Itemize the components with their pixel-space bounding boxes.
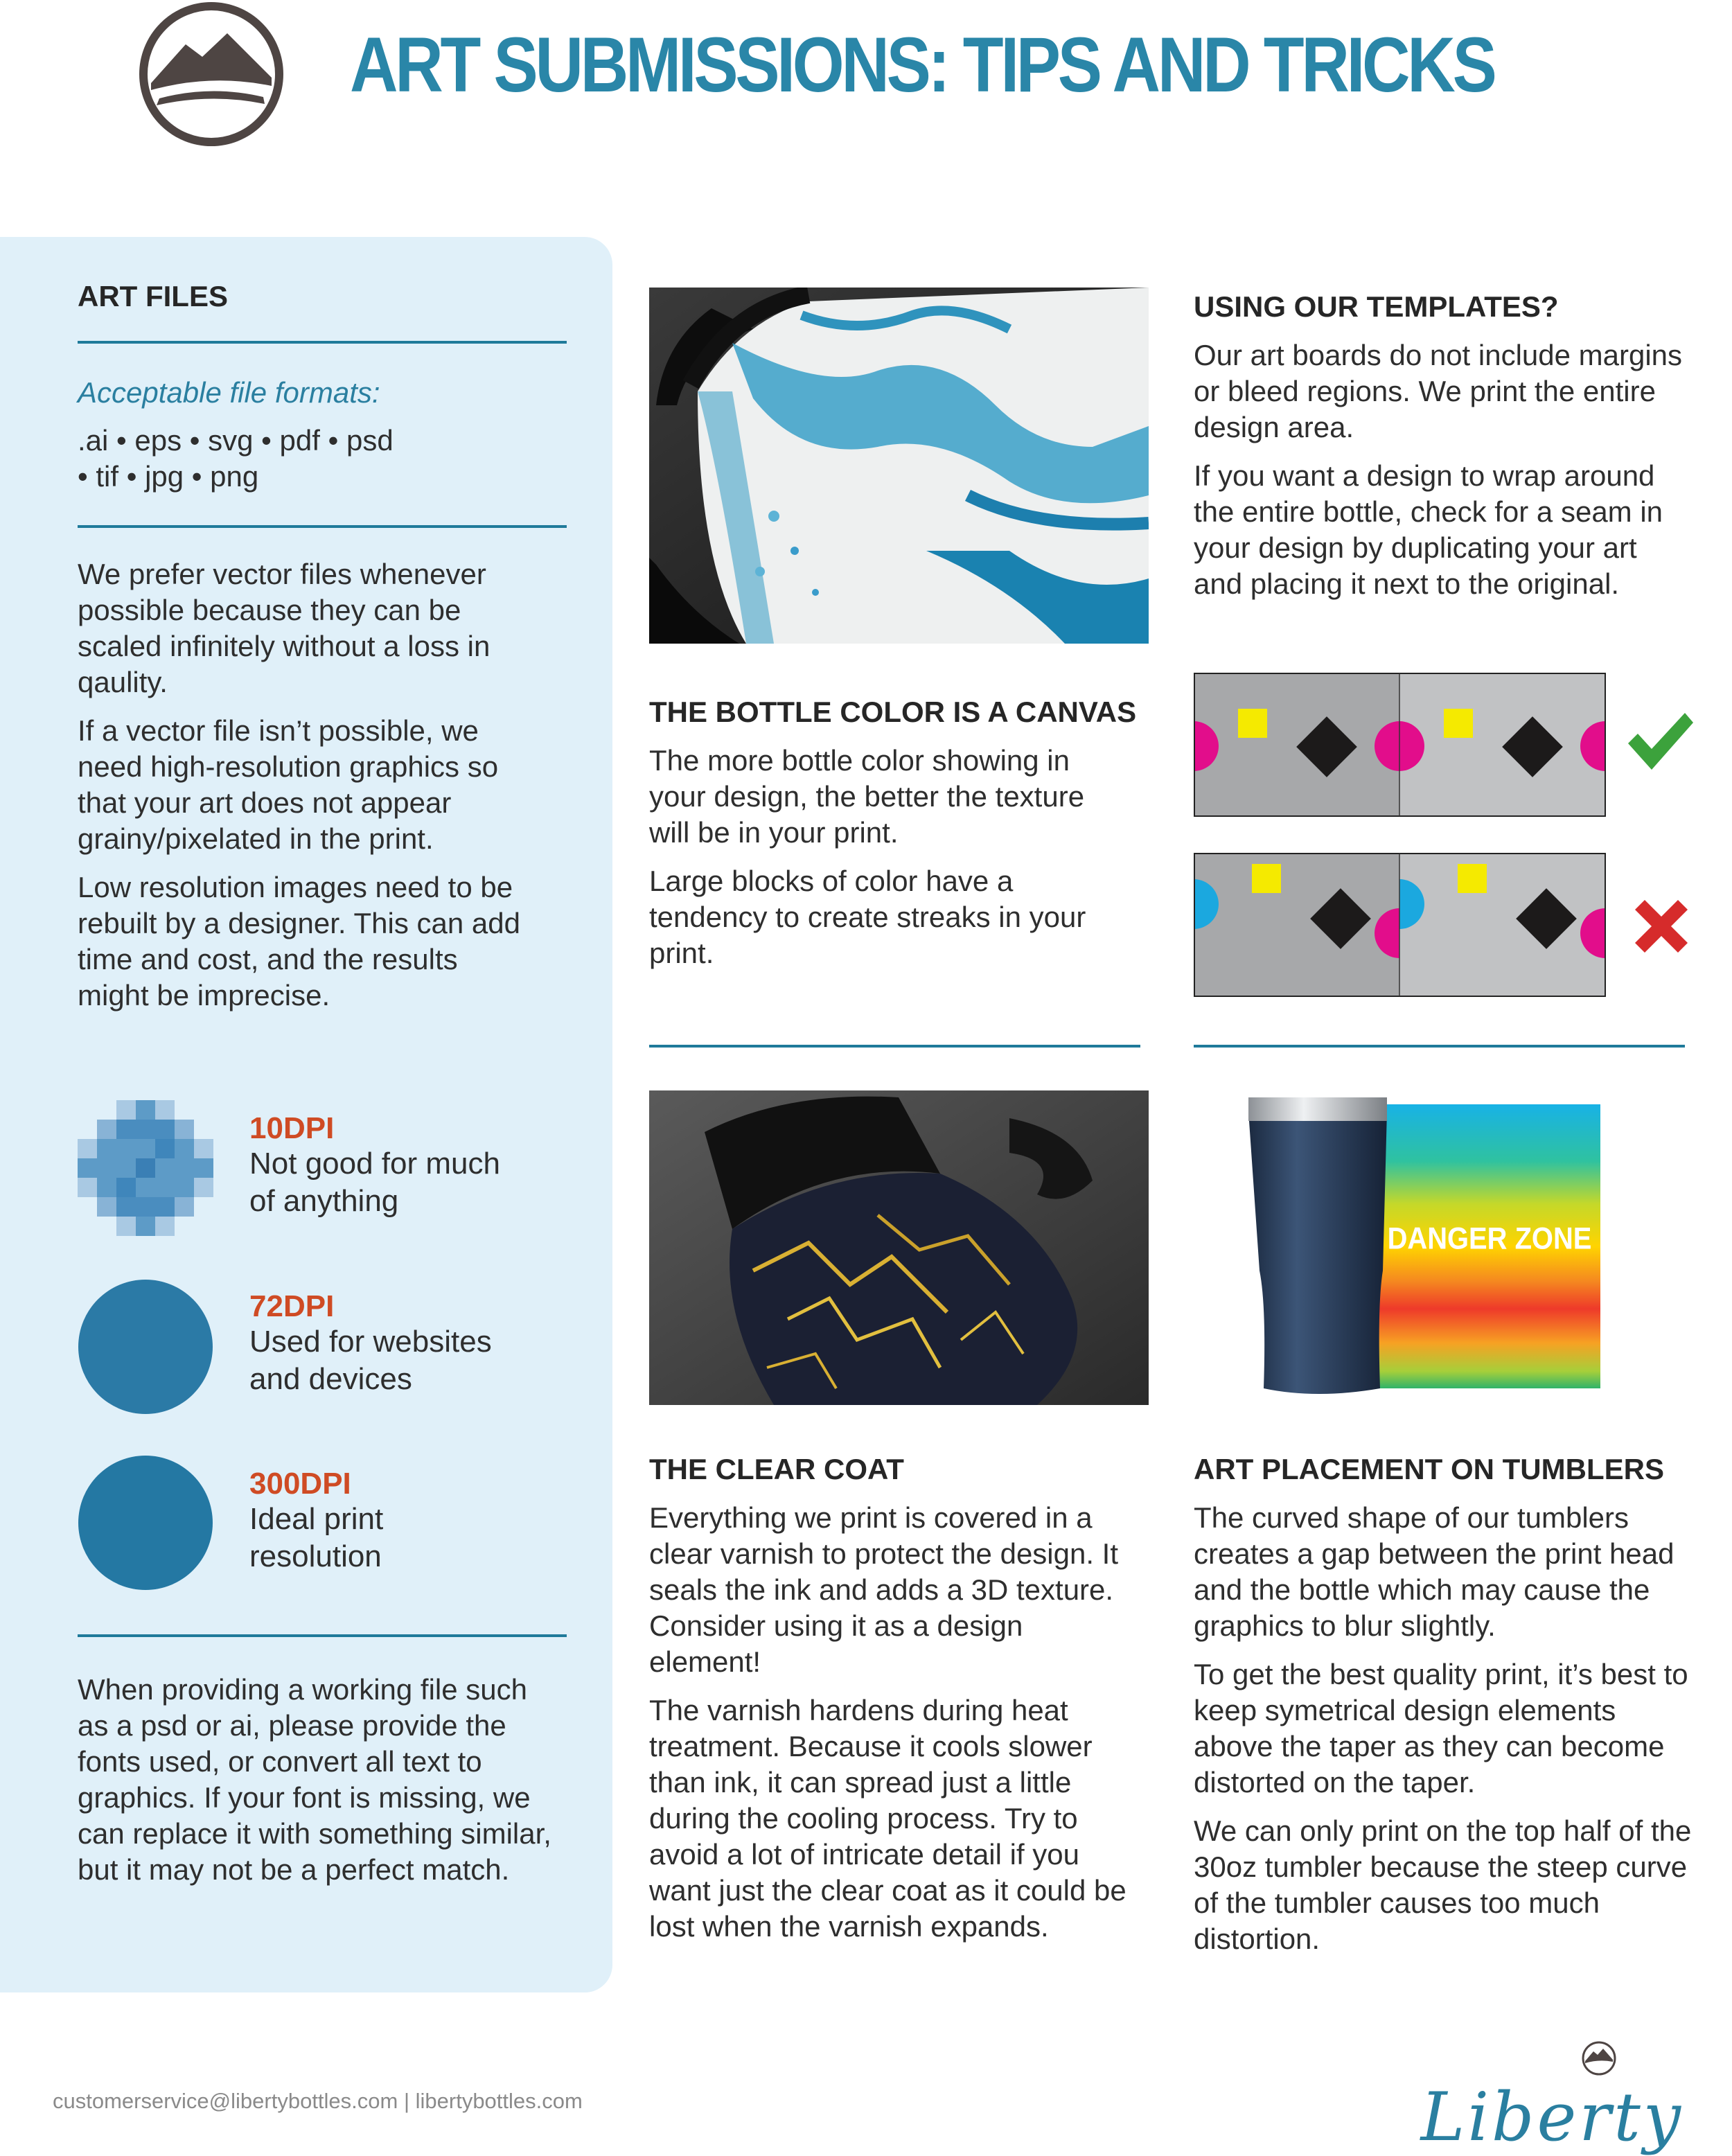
templates-paragraph-2: If you want a design to wrap around the entire bottle, check for a seam in your design by duplicating your art and placing it next to the original. bbox=[1194, 459, 1663, 600]
divider bbox=[78, 1634, 567, 1637]
dpi-label: 10DPI bbox=[249, 1111, 335, 1145]
footer-contact: customerservice@libertybottles.com | libertybottles.com bbox=[53, 2089, 583, 2113]
dpi-desc-1: Not good for much bbox=[249, 1147, 500, 1181]
seam-correct-example bbox=[1194, 673, 1606, 817]
low-res-paragraph: Low resolution images need to be rebuilt by a designer. This can add time and cost, and the results might be imprecise. bbox=[78, 871, 520, 1011]
formats-label: Acceptable file formats: bbox=[78, 376, 380, 409]
seam-incorrect-example bbox=[1194, 853, 1606, 997]
dpi-desc-1: Used for websites bbox=[249, 1325, 492, 1359]
divider bbox=[649, 1045, 1140, 1048]
danger-zone-label: DANGER ZONE bbox=[1387, 1221, 1592, 1256]
templates-heading: USING OUR TEMPLATES? bbox=[1194, 290, 1559, 323]
dpi-desc-2: of anything bbox=[249, 1184, 399, 1219]
dpi-desc-2: and devices bbox=[249, 1362, 412, 1397]
smooth-circle-300-icon bbox=[78, 1455, 213, 1591]
tumblers-paragraph-2: To get the best quality print, it’s best to keep symetrical design elements above the taper as they can become distorted on the taper. bbox=[1194, 1658, 1688, 1799]
gold-marble-bottle-photo bbox=[649, 1090, 1149, 1405]
canvas-heading: THE BOTTLE COLOR IS A CANVAS bbox=[649, 696, 1137, 728]
canvas-body bbox=[649, 743, 1106, 984]
liberty-brand-logo: Liberty bbox=[1420, 2078, 1684, 2156]
dpi-item-10 bbox=[249, 1112, 500, 1220]
formats-line-1: .ai • eps • svg • pdf • psd bbox=[78, 424, 394, 457]
cross-icon bbox=[1632, 897, 1690, 955]
clear-coat-body bbox=[649, 1500, 1141, 1957]
dpi-desc-2: resolution bbox=[249, 1539, 382, 1574]
smooth-circle-72-icon bbox=[78, 1279, 213, 1415]
art-files-heading: ART FILES bbox=[78, 280, 228, 312]
templates-paragraph-1: Our art boards do not include margins or bleed regions. We print the entire design area. bbox=[1194, 339, 1683, 443]
divider bbox=[78, 525, 567, 528]
resolution-paragraph: If a vector file isn’t possible, we need high-resolution graphics so that your art does not appear grainy/pixelated in the print. bbox=[78, 714, 499, 855]
canvas-paragraph-2: Large blocks of color have a tendency to create streaks in your print. bbox=[649, 865, 1086, 969]
formats-line-2: • tif • jpg • png bbox=[78, 460, 259, 493]
dpi-desc-1: Ideal print bbox=[249, 1502, 384, 1537]
canvas-paragraph-1: The more bottle color showing in your design, the better the texture will be in your print. bbox=[649, 744, 1085, 849]
dpi-label: 300DPI bbox=[249, 1467, 351, 1501]
tumblers-heading: ART PLACEMENT ON TUMBLERS bbox=[1194, 1453, 1664, 1485]
divider bbox=[78, 341, 567, 344]
formats-list bbox=[78, 423, 394, 495]
pixelated-circle-icon bbox=[78, 1100, 213, 1236]
dpi-item-72 bbox=[249, 1290, 492, 1398]
tumblers-paragraph-1: The curved shape of our tumblers creates a gap between the print head and the bottle which may cause the graphics to blur slightly. bbox=[1194, 1501, 1674, 1642]
tumblers-paragraph-3: We can only print on the top half of the 30oz tumbler because the steep curve of the tumbler causes too much distortion. bbox=[1194, 1814, 1692, 1955]
vector-paragraph: We prefer vector files whenever possible because they can be scaled infinitely without a loss in qaulity. bbox=[78, 558, 491, 698]
art-files-body bbox=[78, 556, 528, 1026]
dpi-label: 72DPI bbox=[249, 1289, 335, 1323]
checkmark-icon bbox=[1624, 710, 1696, 774]
clear-coat-paragraph-2: The varnish hardens during heat treatment. Because it cools slower than ink, it can spread just a little during the cooling process. Try to avoid a lot of intricate detail if you want just the clear coat as it could be lost when the varnish expands. bbox=[649, 1694, 1126, 1943]
clear-coat-heading: THE CLEAR COAT bbox=[649, 1453, 904, 1485]
small-mountain-logo-icon bbox=[1581, 2040, 1617, 2076]
divider bbox=[1194, 1045, 1685, 1048]
working-file-paragraph: When providing a working file such as a psd or ai, please provide the fonts used, or convert all text to graphics. If your font is missing, we can replace it with something similar, but it may not be a perfect match. bbox=[78, 1673, 551, 1886]
clear-coat-paragraph-1: Everything we print is covered in a clear varnish to protect the design. It seals the ink and adds a 3D texture. Consider using it as a design element! bbox=[649, 1501, 1119, 1678]
tumblers-body bbox=[1194, 1500, 1693, 1970]
templates-body bbox=[1194, 337, 1693, 615]
tumbler-danger-zone-graphic bbox=[1240, 1097, 1600, 1402]
dpi-item-300 bbox=[249, 1467, 383, 1575]
page-title: ART SUBMISSIONS: TIPS AND TRICKS bbox=[350, 21, 1494, 108]
mountain-logo-icon bbox=[139, 1, 284, 147]
blue-marble-bottle-photo bbox=[649, 288, 1149, 644]
